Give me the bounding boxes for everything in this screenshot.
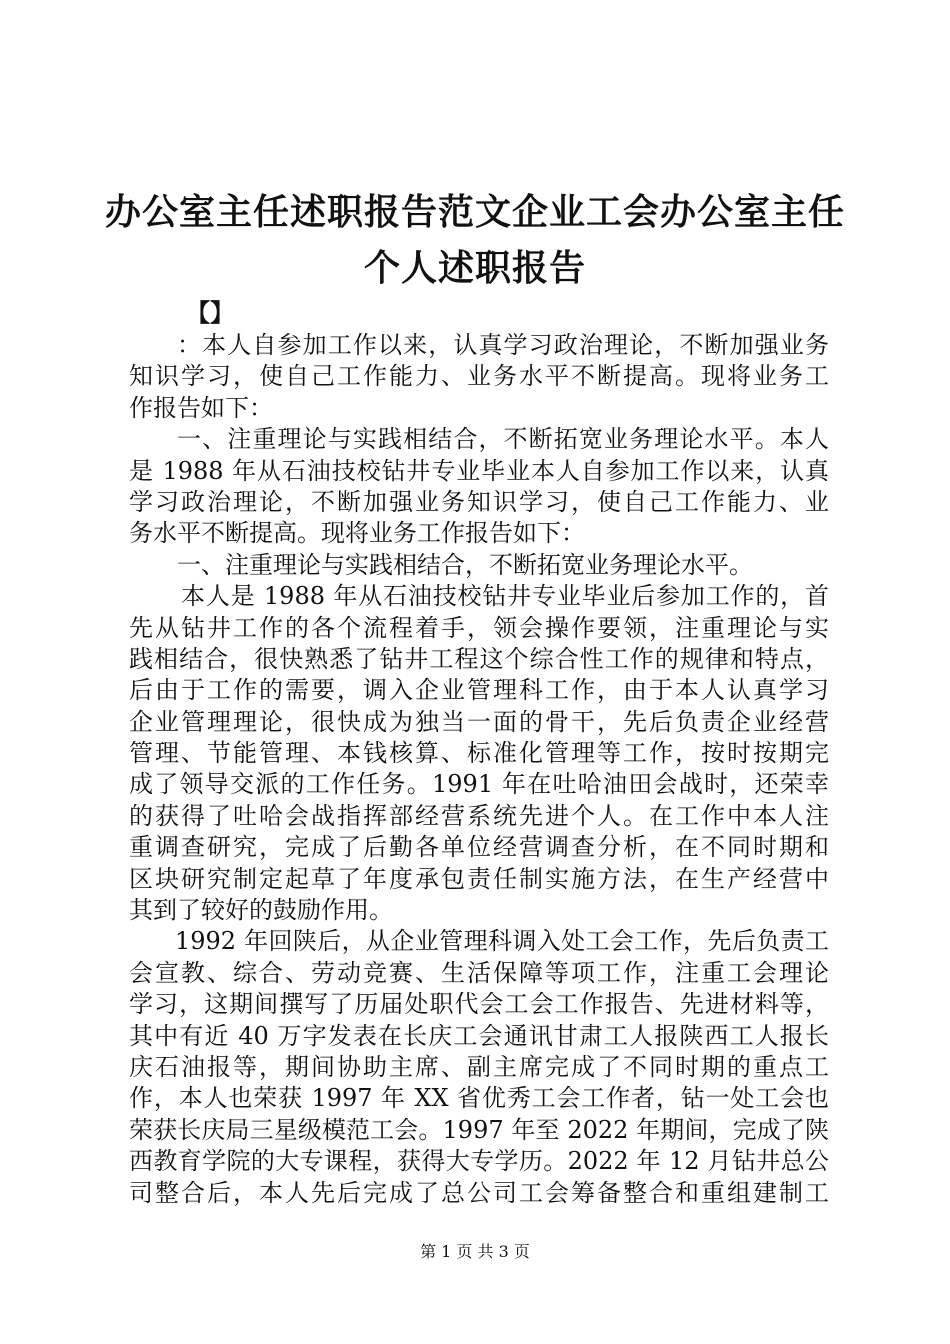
text-line: 学习政治理论，不断加强业务知识学习，使自己工作能力、业 xyxy=(129,487,829,516)
text-line: 作，本人也荣获 1997 年 XX 省优秀工会工作者，钻一处工会也 xyxy=(129,1084,829,1113)
text-line: 荣获长庆局三星级模范工会。1997 年至 2022 年期间，完成了陕 xyxy=(129,1115,829,1144)
text-line: 是 1988 年从石油技校钻井专业毕业本人自参加工作以来，认真 xyxy=(129,456,829,485)
text-line: 其中有近 40 万字发表在长庆工会通讯甘肃工人报陕西工人报长 xyxy=(129,1021,829,1050)
document-body xyxy=(129,330,829,1209)
text-line: 务水平不断提高。现将业务工作报告如下： xyxy=(129,519,585,548)
text-line: 区块研究制定起草了年度承包责任制实施方法，在生产经营中 xyxy=(129,864,829,893)
text-line: 会宣教、综合、劳动竞赛、生活保障等项工作，注重工会理论 xyxy=(129,958,829,987)
text-line: 重调查研究，完成了后勤各单位经营调查分析，在不同时期和 xyxy=(129,833,829,862)
text-line: 管理、节能管理、本钱核算、标准化管理等工作，按时按期完 xyxy=(129,739,829,768)
text-line: 企业管理理论，很快成为独当一面的骨干，先后负责企业经营 xyxy=(129,707,829,736)
text-line: 的获得了吐哈会战指挥部经营系统先进个人。在工作中本人注 xyxy=(129,801,829,830)
document-title-line-1: 办公室主任述职报告范文企业工会办公室主任 xyxy=(104,191,845,233)
bracket-marker: 【】 xyxy=(186,298,234,327)
page-number-footer: 第 1 页 共 3 页 xyxy=(420,1242,530,1261)
document-title-line-2: 个人述职报告 xyxy=(363,247,586,289)
text-line: 知识学习，使自己工作能力、业务水平不断提高。现将业务工 xyxy=(129,362,829,391)
text-line: 庆石油报等，期间协助主席、副主席完成了不同时期的重点工 xyxy=(129,1052,829,1081)
text-line: 学习，这期间撰写了历届处职代会工会工作报告、先进材料等， xyxy=(129,990,829,1019)
text-line: 一、注重理论与实践相结合，不断拓宽业务理论水平。本人 xyxy=(177,425,829,454)
text-line: 本人是 1988 年从石油技校钻井专业毕业后参加工作的，首 xyxy=(181,582,829,611)
text-line: 西教育学院的大专课程，获得大专学历。2022 年 12 月钻井总公 xyxy=(129,1147,829,1176)
text-line: 作报告如下： xyxy=(129,393,273,422)
text-line: 成了领导交派的工作任务。1991 年在吐哈油田会战时，还荣幸 xyxy=(129,770,829,799)
text-line: 司整合后，本人先后完成了总公司工会筹备整合和重组建制工 xyxy=(129,1178,829,1207)
text-line: ：本人自参加工作以来，认真学习政治理论，不断加强业务 xyxy=(177,331,829,359)
text-line: 先从钻井工作的各个流程着手，领会操作要领，注重理论与实 xyxy=(129,613,829,642)
text-line: 后由于工作的需要，调入企业管理科工作，由于本人认真学习 xyxy=(129,676,829,705)
text-line: 一、注重理论与实践相结合，不断拓宽业务理论水平。 xyxy=(177,550,753,579)
text-line: 践相结合，很快熟悉了钻井工程这个综合性工作的规律和特点， xyxy=(129,644,829,673)
text-line: 1992 年回陕后，从企业管理科调入处工会工作，先后负责工 xyxy=(175,927,829,956)
text-line: 其到了较好的鼓励作用。 xyxy=(129,896,393,925)
